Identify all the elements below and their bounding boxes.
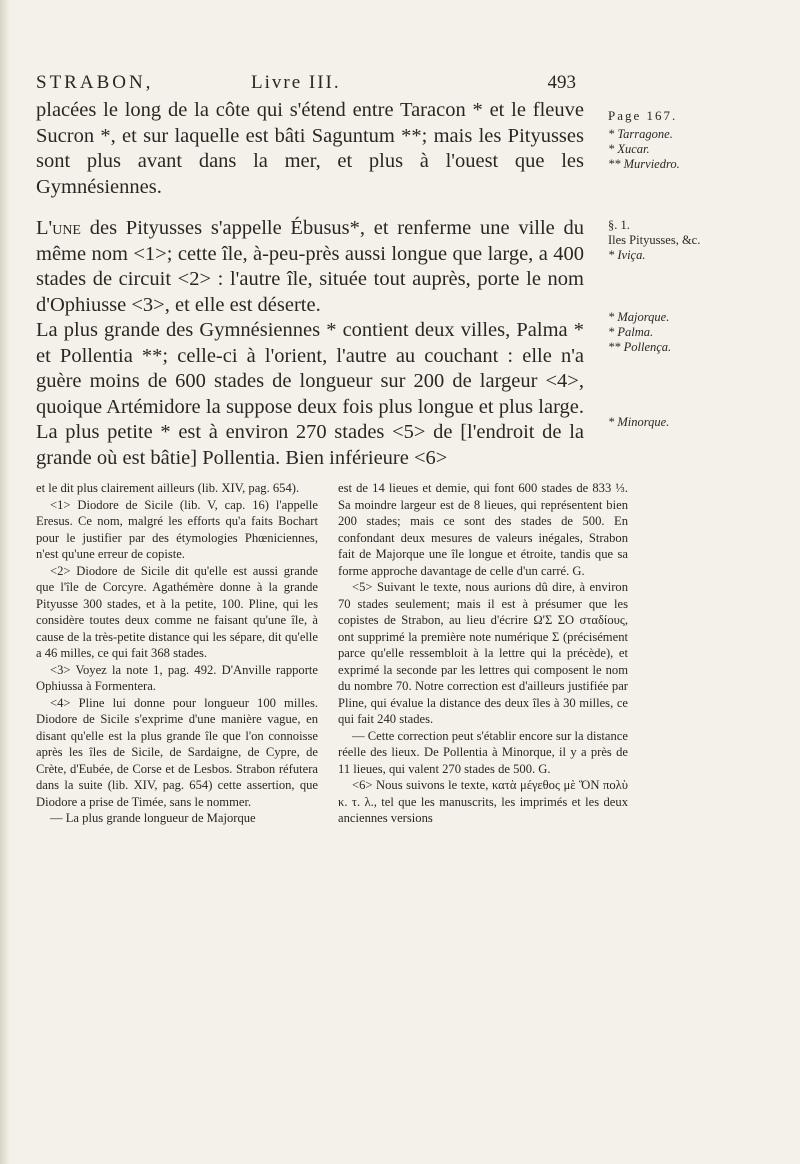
footnote: <3> Voyez la note 1, pag. 492. D'Anville rapporte Ophiussa à Formentera. xyxy=(36,662,318,693)
page-gutter xyxy=(0,0,10,1164)
margin-note: * Tarragone. xyxy=(608,127,673,141)
footnote: est de 14 lieues et demie, qui font 600 stades de 833 ⅓. Sa moindre largeur est de 8 lieues, qui représentent bien 200 stades; mais ce sont des stades de 500. En confondant deux mesures de valeurs inégales, Strabon fait de Majorque une île longue et étroite, tandis que sa forme approche davantage de celle d'un carré. G. xyxy=(338,481,628,578)
margin-note: ** Pollença. xyxy=(608,340,672,354)
paragraph-2 xyxy=(36,216,584,318)
footnote: — La plus grande longueur de Majorque xyxy=(50,811,256,825)
margin-section-title: Iles Pityusses, &c. xyxy=(608,233,701,247)
footnote: <5> Suivant le texte, nous aurions dû dire, à environ 70 stades seulement; mais il est à présumer que les copistes de Strabon, au lieu d'écrire Ω'Σ ΣΟ σταδίους, ont supprimé la première note numérique Σ (précisément parce qu'elle ressembloit à la lettre qui la précède), et exprimé la seconde par les lettres qui composent le nom du nombre 70. Notre correction est d'ailleurs justifiée par Pline, qui évalue la distance des deux îles à 30 milles, ce qui fait 240 stades. xyxy=(338,580,628,726)
running-head-book: Livre III. xyxy=(251,72,341,93)
paragraph-1: placées le long de la côte qui s'étend entre Taracon * et le fleuve Sucron *, et sur laquelle est bâti Saguntum **; mais les Pityusses sont plus avant dans la mer, et plus à l'ouest que les Gymnésiennes. xyxy=(36,99,584,198)
paragraph-2-lead: L'une xyxy=(36,217,81,239)
footnote: <2> Diodore de Sicile dit qu'elle est aussi grande que l'île de Corcyre. Agathémère donne à la grande Pityusse 300 stades, et à la petite, 100. Pline, qui les considère toutes deux comme ne faisant qu'une île, à cause de la très-petite distance qui les sépare, dit qu'elle a 46 milles, ce qui fait 368 stades. xyxy=(36,563,318,660)
page-number: 493 xyxy=(547,72,576,93)
margin-note: * Palma. xyxy=(608,325,654,339)
footnote: et le dit plus clairement ailleurs (lib. XIV, pag. 654). xyxy=(36,481,300,495)
footnote: <1> Diodore de Sicile (lib. V, cap. 16) l'appelle Eresus. Ce nom, malgré les efforts qu'a faits Bochart pour le justifier par des étymologies Phœniciennes, n'est qu'une erreur de copiste. xyxy=(36,497,318,561)
margin-note: ** Murviedro. xyxy=(608,157,680,171)
footnotes-right-column xyxy=(338,480,628,827)
running-head-title: STRABON, xyxy=(36,72,154,93)
margin-note: * Minorque. xyxy=(608,415,670,429)
footnote: — Cette correction peut s'établir encore sur la distance réelle des lieux. De Pollentia à Minorque, il y a près de 11 lieues, qui valent 270 stades de 500. G. xyxy=(338,728,628,776)
footnotes-left-column xyxy=(36,480,318,827)
margin-section: §. 1. xyxy=(608,218,630,232)
footnote: <4> Pline lui donne pour longueur 100 milles. Diodore de Sicile s'exprime d'une manière vague, en disant qu'elle est la plus grande île que l'on connoisse après les îles de Sicile, de Sardaigne, de Cypre, de Crète, d'Eubée, de Corse et de Lesbos. Strabon réfutera dans la suite (lib. XIV, pag. 654) cette assertion, que Diodore a prise de Timée, sans le nommer. xyxy=(36,695,318,809)
paragraph-2-body: des Pityusses s'appelle Ébusus*, et renferme une ville du même nom <1>; cette île, à-peu-près aussi longue que large, a 400 stades de circuit <2> : l'autre île, située tout auprès, porte le nom d'Ophiusse <3>, et elle est déserte. xyxy=(36,217,584,316)
margin-note: * Majorque. xyxy=(608,310,670,324)
margin-page-ref: Page 167. xyxy=(608,108,678,123)
margin-note: * Iviça. xyxy=(608,248,646,262)
main-text xyxy=(36,98,584,471)
paragraph-3: La plus grande des Gymnésiennes * contient deux villes, Palma * et Pollentia **; celle-ci à l'orient, l'autre au couchant : elle n'a guère moins de 600 stades de longueur sur 200 de largeur <4>, quoique Artémidore la suppose deux fois plus longue et plus large. La plus petite * est à environ 270 stades <5> de [l'endroit de la grande où est bâtie] Pollentia. Bien inférieure <6> xyxy=(36,319,584,469)
margin-note: * Xucar. xyxy=(608,142,650,156)
footnote: <6> Nous suivons le texte, κατὰ μέγεθος μὲ ὍΝ πολὺ κ. τ. λ., tel que les manuscrits, les imprimés et les deux anciennes versions xyxy=(338,778,628,825)
